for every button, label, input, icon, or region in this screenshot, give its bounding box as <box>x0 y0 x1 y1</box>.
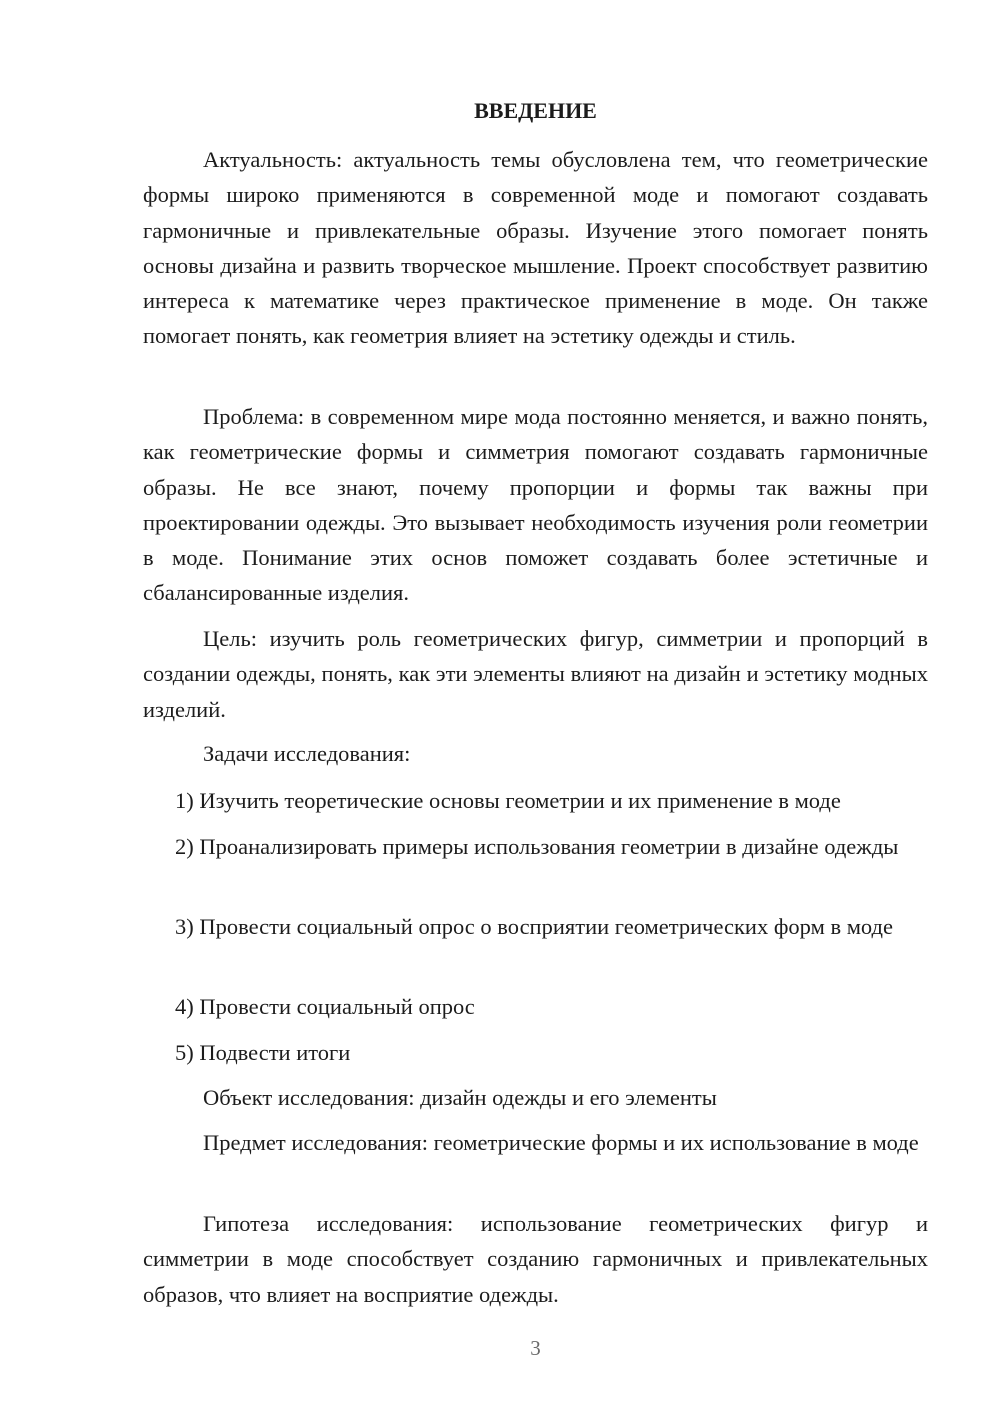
problem-paragraph: Проблема: в современном мире мода постоянно меняется, и важно понять, как геометрические формы и симметрия помогают создавать гармоничные образы. Не все знают, почему пропорции и формы так важны при проектировании одежды. Это вызывает необходимость изучения роли геометрии в моде. Понимание этих основ поможет создавать более эстетичные и сбалансированные изделия. <box>143 404 928 606</box>
tasks-heading: Задачи исследования: <box>203 741 411 766</box>
object-paragraph: Объект исследования: дизайн одежды и его элементы <box>203 1085 717 1110</box>
task-item-4: 4) Провести социальный опрос <box>175 994 475 1019</box>
goal-paragraph: Цель: изучить роль геометрических фигур, симметрии и пропорций в создании одежды, понять, как эти элементы влияют на дизайн и эстетику модных изделий. <box>143 626 928 722</box>
task-item-2: 2) Проанализировать примеры использования геометрии в дизайне одежды <box>175 834 899 859</box>
task-item-5: 5) Подвести итоги <box>175 1040 351 1065</box>
relevance-paragraph: Актуальность: актуальность темы обусловлена тем, что геометрические формы широко применяются в современной моде и помогают создавать гармоничные и привлекательные образы. Изучение этого помогает понять основы дизайна и развить творческое мышление. Проект способствует развитию интереса к математике через практическое применение в моде. Он также помогает понять, как геометрия влияет на эстетику одежды и стиль. <box>143 147 928 349</box>
hypothesis-paragraph: Гипотеза исследования: использование геометрических фигур и симметрии в моде способствует созданию гармоничных и привлекательных образов, что влияет на восприятие одежды. <box>143 1211 928 1307</box>
task-item-3: 3) Провести социальный опрос о восприятии геометрических форм в моде <box>175 914 893 939</box>
task-item-1: 1) Изучить теоретические основы геометрии и их применение в моде <box>175 788 841 813</box>
subject-paragraph: Предмет исследования: геометрические формы и их использование в моде <box>203 1130 919 1155</box>
page-number: 3 <box>530 1336 541 1360</box>
page-title: ВВЕДЕНИЕ <box>474 98 597 123</box>
